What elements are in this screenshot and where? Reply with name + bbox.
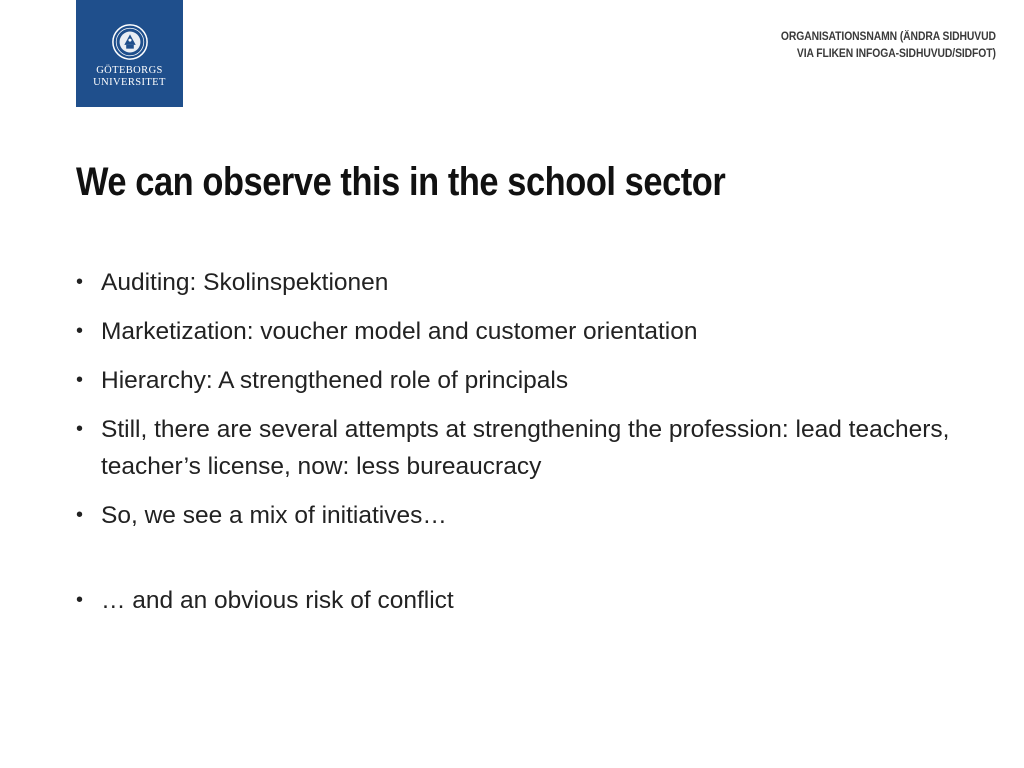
bullet-text: Still, there are several attempts at strengthening the profession: lead teachers, teacher’s license, now: less bureaucracy xyxy=(101,416,950,480)
bullet-item xyxy=(76,362,956,399)
bullet-item xyxy=(76,313,956,350)
bullet-item xyxy=(76,582,956,619)
slide-title: We can observe this in the school sector xyxy=(76,160,726,204)
bullet-marker: • xyxy=(76,369,84,391)
bullet-text: So, we see a mix of initiatives… xyxy=(101,502,447,529)
bullet-marker: • xyxy=(76,271,84,293)
logo-line-2: UNIVERSITET xyxy=(93,77,166,88)
bullet-text: Hierarchy: A strengthened role of principals xyxy=(101,367,569,394)
bullet-text: … and an obvious risk of conflict xyxy=(101,587,454,614)
bullet-item xyxy=(76,497,956,534)
bullet-text: Marketization: voucher model and customer orientation xyxy=(101,318,698,345)
bullet-list xyxy=(76,264,956,631)
organization-header xyxy=(757,29,996,63)
header-line-1: ORGANISATIONSNAMN (ÄNDRA SIDHUVUD xyxy=(781,31,996,43)
header-line-2: VIA FLIKEN INFOGA-SIDHUVUD/SIDFOT) xyxy=(797,48,996,60)
bullet-marker: • xyxy=(76,320,84,342)
bullet-item xyxy=(76,264,956,301)
university-logo xyxy=(76,0,183,107)
bullet-text: Auditing: Skolinspektionen xyxy=(101,269,389,296)
bullet-marker: • xyxy=(76,418,84,440)
university-seal-icon xyxy=(111,23,149,61)
logo-text xyxy=(93,65,166,89)
bullet-marker: • xyxy=(76,589,84,611)
bullet-item xyxy=(76,411,956,485)
logo-line-1: GÖTEBORGS xyxy=(96,65,163,76)
bullet-marker: • xyxy=(76,504,84,526)
